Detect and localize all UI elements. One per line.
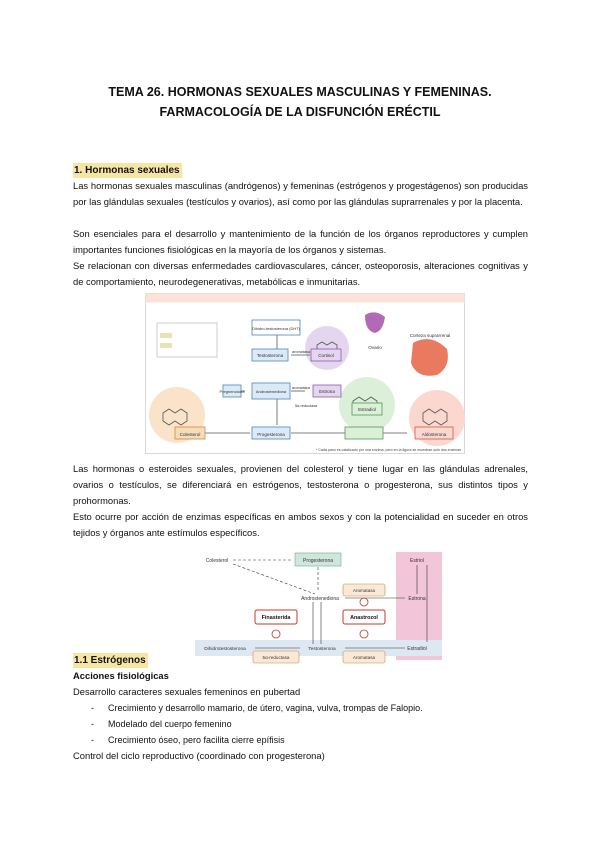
label-testosterona: Testosterona <box>256 353 284 358</box>
paragraph-2: Son esenciales para el desarrollo y mantenimiento de la función de los órganos reproductores y cumplen importantes funciones fisiológicas en la mayoría de los órganos y sistemas. <box>73 228 528 255</box>
label-corteza: Corteza suprarrenal <box>409 333 451 338</box>
label-5a-reductasa: 5α-reductasa <box>295 404 318 408</box>
label-pregnenolona: Pregnenolona <box>219 389 245 394</box>
label-colesterol: Colesterol <box>179 432 201 437</box>
f2-label-androstenodiona: Androstenediona <box>301 596 339 602</box>
f2-label-testosterona: Testosterona <box>308 647 336 652</box>
f2-label-dht: Dihidrotestosterona <box>204 647 246 652</box>
figure-legend-box <box>157 323 217 357</box>
label-estradiol: Estradiol <box>358 407 376 412</box>
f2-label-aromatasa-top: Aromatasa <box>352 588 376 593</box>
bullet-item: - Modelado del cuerpo femenino <box>91 719 232 729</box>
paragraph-4: Las hormonas o esteroides sexuales, provienen del colesterol y tiene lugar en las glándulas adrenales, ovarios o testículos, se diferenciará en estrógenos, testosterona o progesterona, sus distintos tipos y prohormonas. <box>73 463 528 506</box>
figure1-footnote: * Cada paso es catalizado por una enzima, pero en la figura se muestran solo dos enzimas <box>315 448 461 452</box>
anastrozole-inhibit-icon <box>360 630 368 638</box>
f2-label-estriol: Estriol <box>410 558 424 564</box>
label-aromatasa-2: aromatasa <box>292 386 310 390</box>
f2-label-anastrozol: Anastrozol <box>350 615 378 621</box>
f2-label-5a-reductasa: 5α-reductasa <box>262 655 290 660</box>
label-aromatasa-1: aromatasa <box>292 350 310 354</box>
paragraph-1: Las hormonas sexuales masculinas (andrógenos) y femeninas (estrógenos y progestágenos) son producidas por las glándulas sexuales (testículos y ovarios), así como por las glándulas suprarrenales y por la placenta. <box>73 180 528 207</box>
f2-label-estrona: Estrona <box>408 596 426 602</box>
label-aldosterona: Aldosterona <box>421 432 447 437</box>
bullet-item: - Crecimiento y desarrollo mamario, de útero, vagina, vulva, trompas de Falopio. <box>91 703 423 713</box>
f2-label-aromatasa-bottom: Aromatasa <box>352 655 376 660</box>
bullet-item: - Crecimiento óseo, pero facilita cierre epífisis <box>91 735 285 745</box>
cortisol-molecule-circle <box>305 326 349 370</box>
subheading-acciones: Acciones fisiológicas <box>73 670 169 681</box>
estrogen-line-2: Control del ciclo reproductivo (coordinado con progesterona) <box>73 750 325 761</box>
bullet-text: Modelado del cuerpo femenino <box>108 719 232 729</box>
finasteride-inhibit-icon <box>272 630 280 638</box>
estrogen-line-1: Desarrollo caracteres sexuales femeninos en pubertad <box>73 686 301 697</box>
figure-header-bar <box>146 294 465 303</box>
f2-label-colesterol: Colesterol <box>205 558 229 564</box>
label-androstenodiona: Androstenediona <box>255 389 287 394</box>
f2-label-estradiol: Estradiol <box>407 646 427 652</box>
label-cortisol: Cortisol <box>318 353 334 358</box>
section-heading-hormonas: 1. Hormonas sexuales <box>74 165 180 176</box>
label-dht: Dihidro-testosterona (DHT) <box>251 326 301 331</box>
document-title-line1: TEMA 26. HORMONAS SEXUALES MASCULINAS Y FEMENINAS. <box>108 85 492 99</box>
label-estrona: Estrona <box>319 389 335 394</box>
paragraph-5: Esto ocurre por acción de enzimas específicas en ambos sexos y con la potencialidad en suceder en otros tejidos y órganos ante estímulos específicos. <box>73 511 528 538</box>
estrogen-synthesis-figure <box>195 550 445 665</box>
paragraph-3: Se relacionan con diversas enfermedades cardiovasculares, cáncer, osteoporosis, alteraciones cognitivas y de comportamiento, neurodegenerativas, metabólicas e inmunitarias. <box>73 260 528 287</box>
corticosterone-box <box>345 427 383 439</box>
document-title-line2: FARMACOLOGÍA DE LA DISFUNCIÓN ERÉCTIL <box>159 105 441 119</box>
label-progesterona: Progesterona <box>257 432 285 437</box>
bullet-text: Crecimiento y desarrollo mamario, de útero, vagina, vulva, trompas de Falopio. <box>108 703 423 713</box>
anastrozole-inhibit-top-icon <box>360 598 368 606</box>
f2-label-progesterona: Progesterona <box>302 558 334 564</box>
section-heading-estrogenos: 1.1 Estrógenos <box>74 655 146 666</box>
label-ovario: Ovario <box>368 345 382 350</box>
bullet-text: Crecimiento óseo, pero facilita cierre epífisis <box>108 735 285 745</box>
steroid-pathway-figure <box>145 293 465 455</box>
f2-label-finasterida: Finasterida <box>261 615 291 621</box>
